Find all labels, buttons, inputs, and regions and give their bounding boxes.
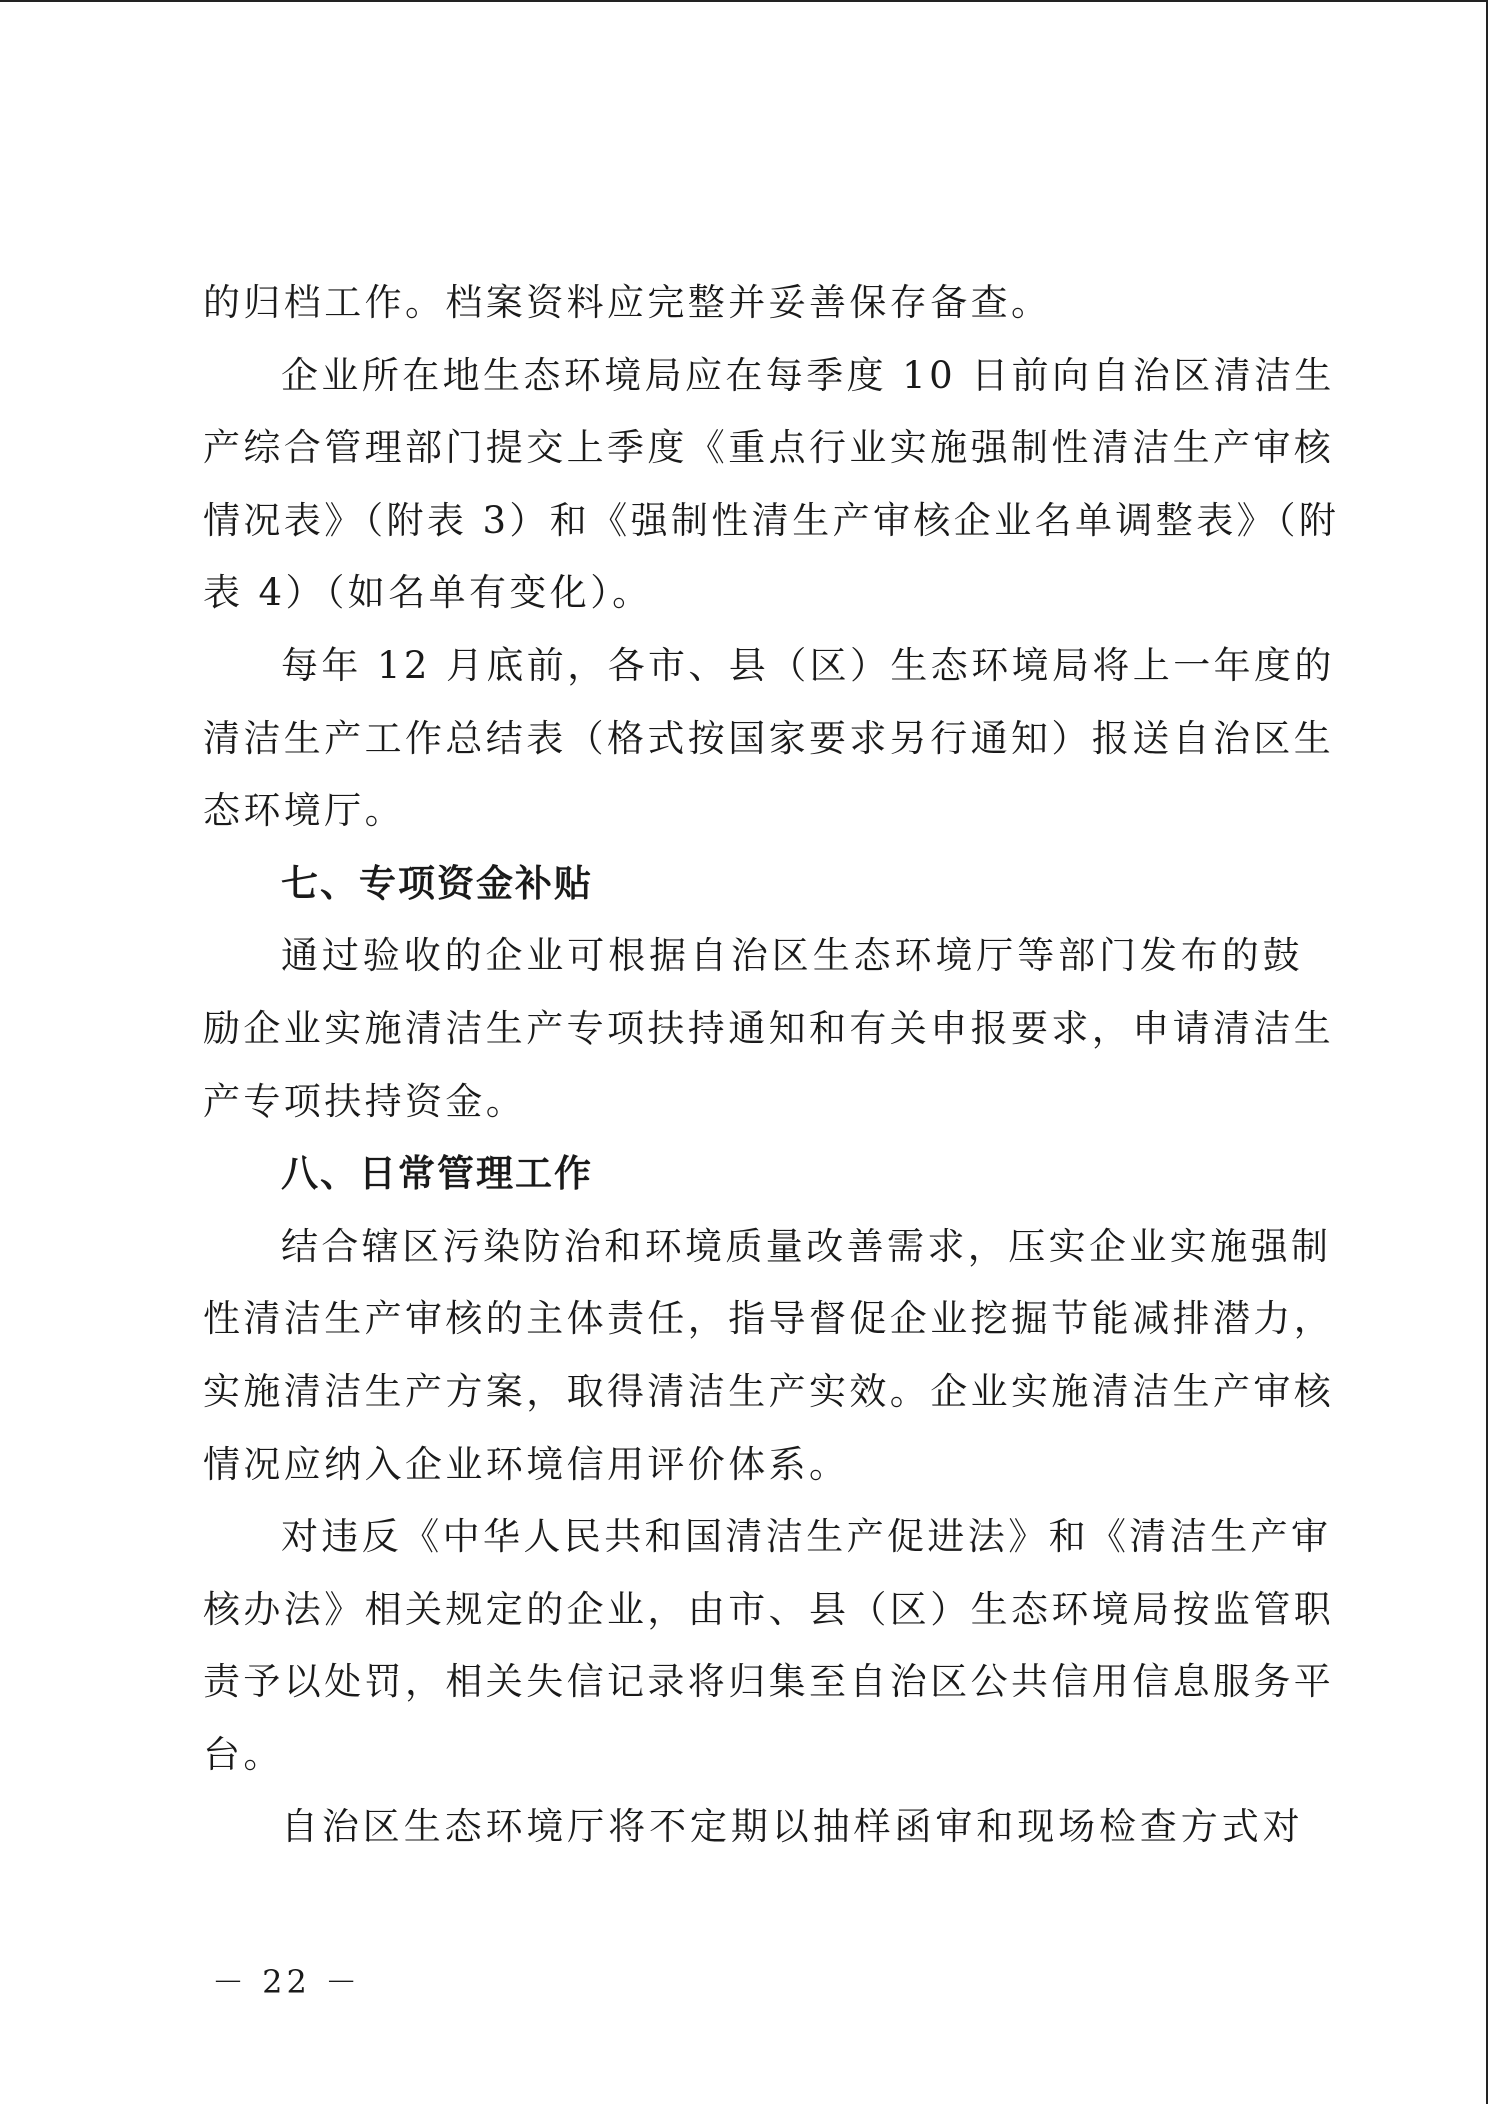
text-line: 企业所在地生态环境局应在每季度 10 日前向自治区清洁生 (281, 353, 1335, 397)
text-line: 情况表》（附表 3）和《强制性清生产审核企业名单调整表》（附 (203, 498, 1340, 542)
text-line: 每年 12 月底前，各市、县（区）生态环境局将上一年度的 (281, 643, 1335, 687)
text-line: 自治区生态环境厅将不定期以抽样函审和现场检查方式对 (281, 1805, 1303, 1849)
text-line: 情况应纳入企业环境信用评价体系。 (203, 1442, 850, 1486)
text-line: 对违反《中华人民共和国清洁生产促进法》和《清洁生产审 (281, 1515, 1332, 1559)
text-line: 结合辖区污染防治和环境质量改善需求，压实企业实施强制 (281, 1224, 1332, 1268)
text-line: 的归档工作。档案资料应完整并妥善保存备查。 (203, 281, 1052, 324)
text-line: 实施清洁生产方案，取得清洁生产实效。企业实施清洁生产审核 (203, 1369, 1335, 1413)
text-line: 励企业实施清洁生产专项扶持通知和有关申报要求，申请清洁生 (203, 1006, 1335, 1050)
text-line: 产专项扶持资金。 (203, 1079, 527, 1123)
section-heading: 八、日常管理工作 (281, 1152, 593, 1196)
text-line: 态环境厅。 (203, 789, 405, 833)
document-body (203, 267, 1340, 1864)
text-line: 台。 (203, 1732, 284, 1776)
text-line: 核办法》相关规定的企业，由市、县（区）生态环境局按监管职 (203, 1587, 1335, 1631)
text-line: 产综合管理部门提交上季度《重点行业实施强制性清洁生产审核 (203, 426, 1335, 470)
text-line: 责予以处罚，相关失信记录将归集至自治区公共信用信息服务平 (203, 1660, 1335, 1704)
text-line: 性清洁生产审核的主体责任，指导督促企业挖掘节能减排潜力， (203, 1297, 1335, 1341)
page-number: － 22 － (212, 1963, 362, 2001)
text-line: 通过验收的企业可根据自治区生态环境厅等部门发布的鼓 (281, 934, 1303, 978)
text-line: 清洁生产工作总结表（格式按国家要求另行通知）报送自治区生 (203, 716, 1335, 760)
section-heading: 七、专项资金补贴 (281, 861, 593, 905)
text-line: 表 4）（如名单有变化）。 (203, 571, 653, 615)
